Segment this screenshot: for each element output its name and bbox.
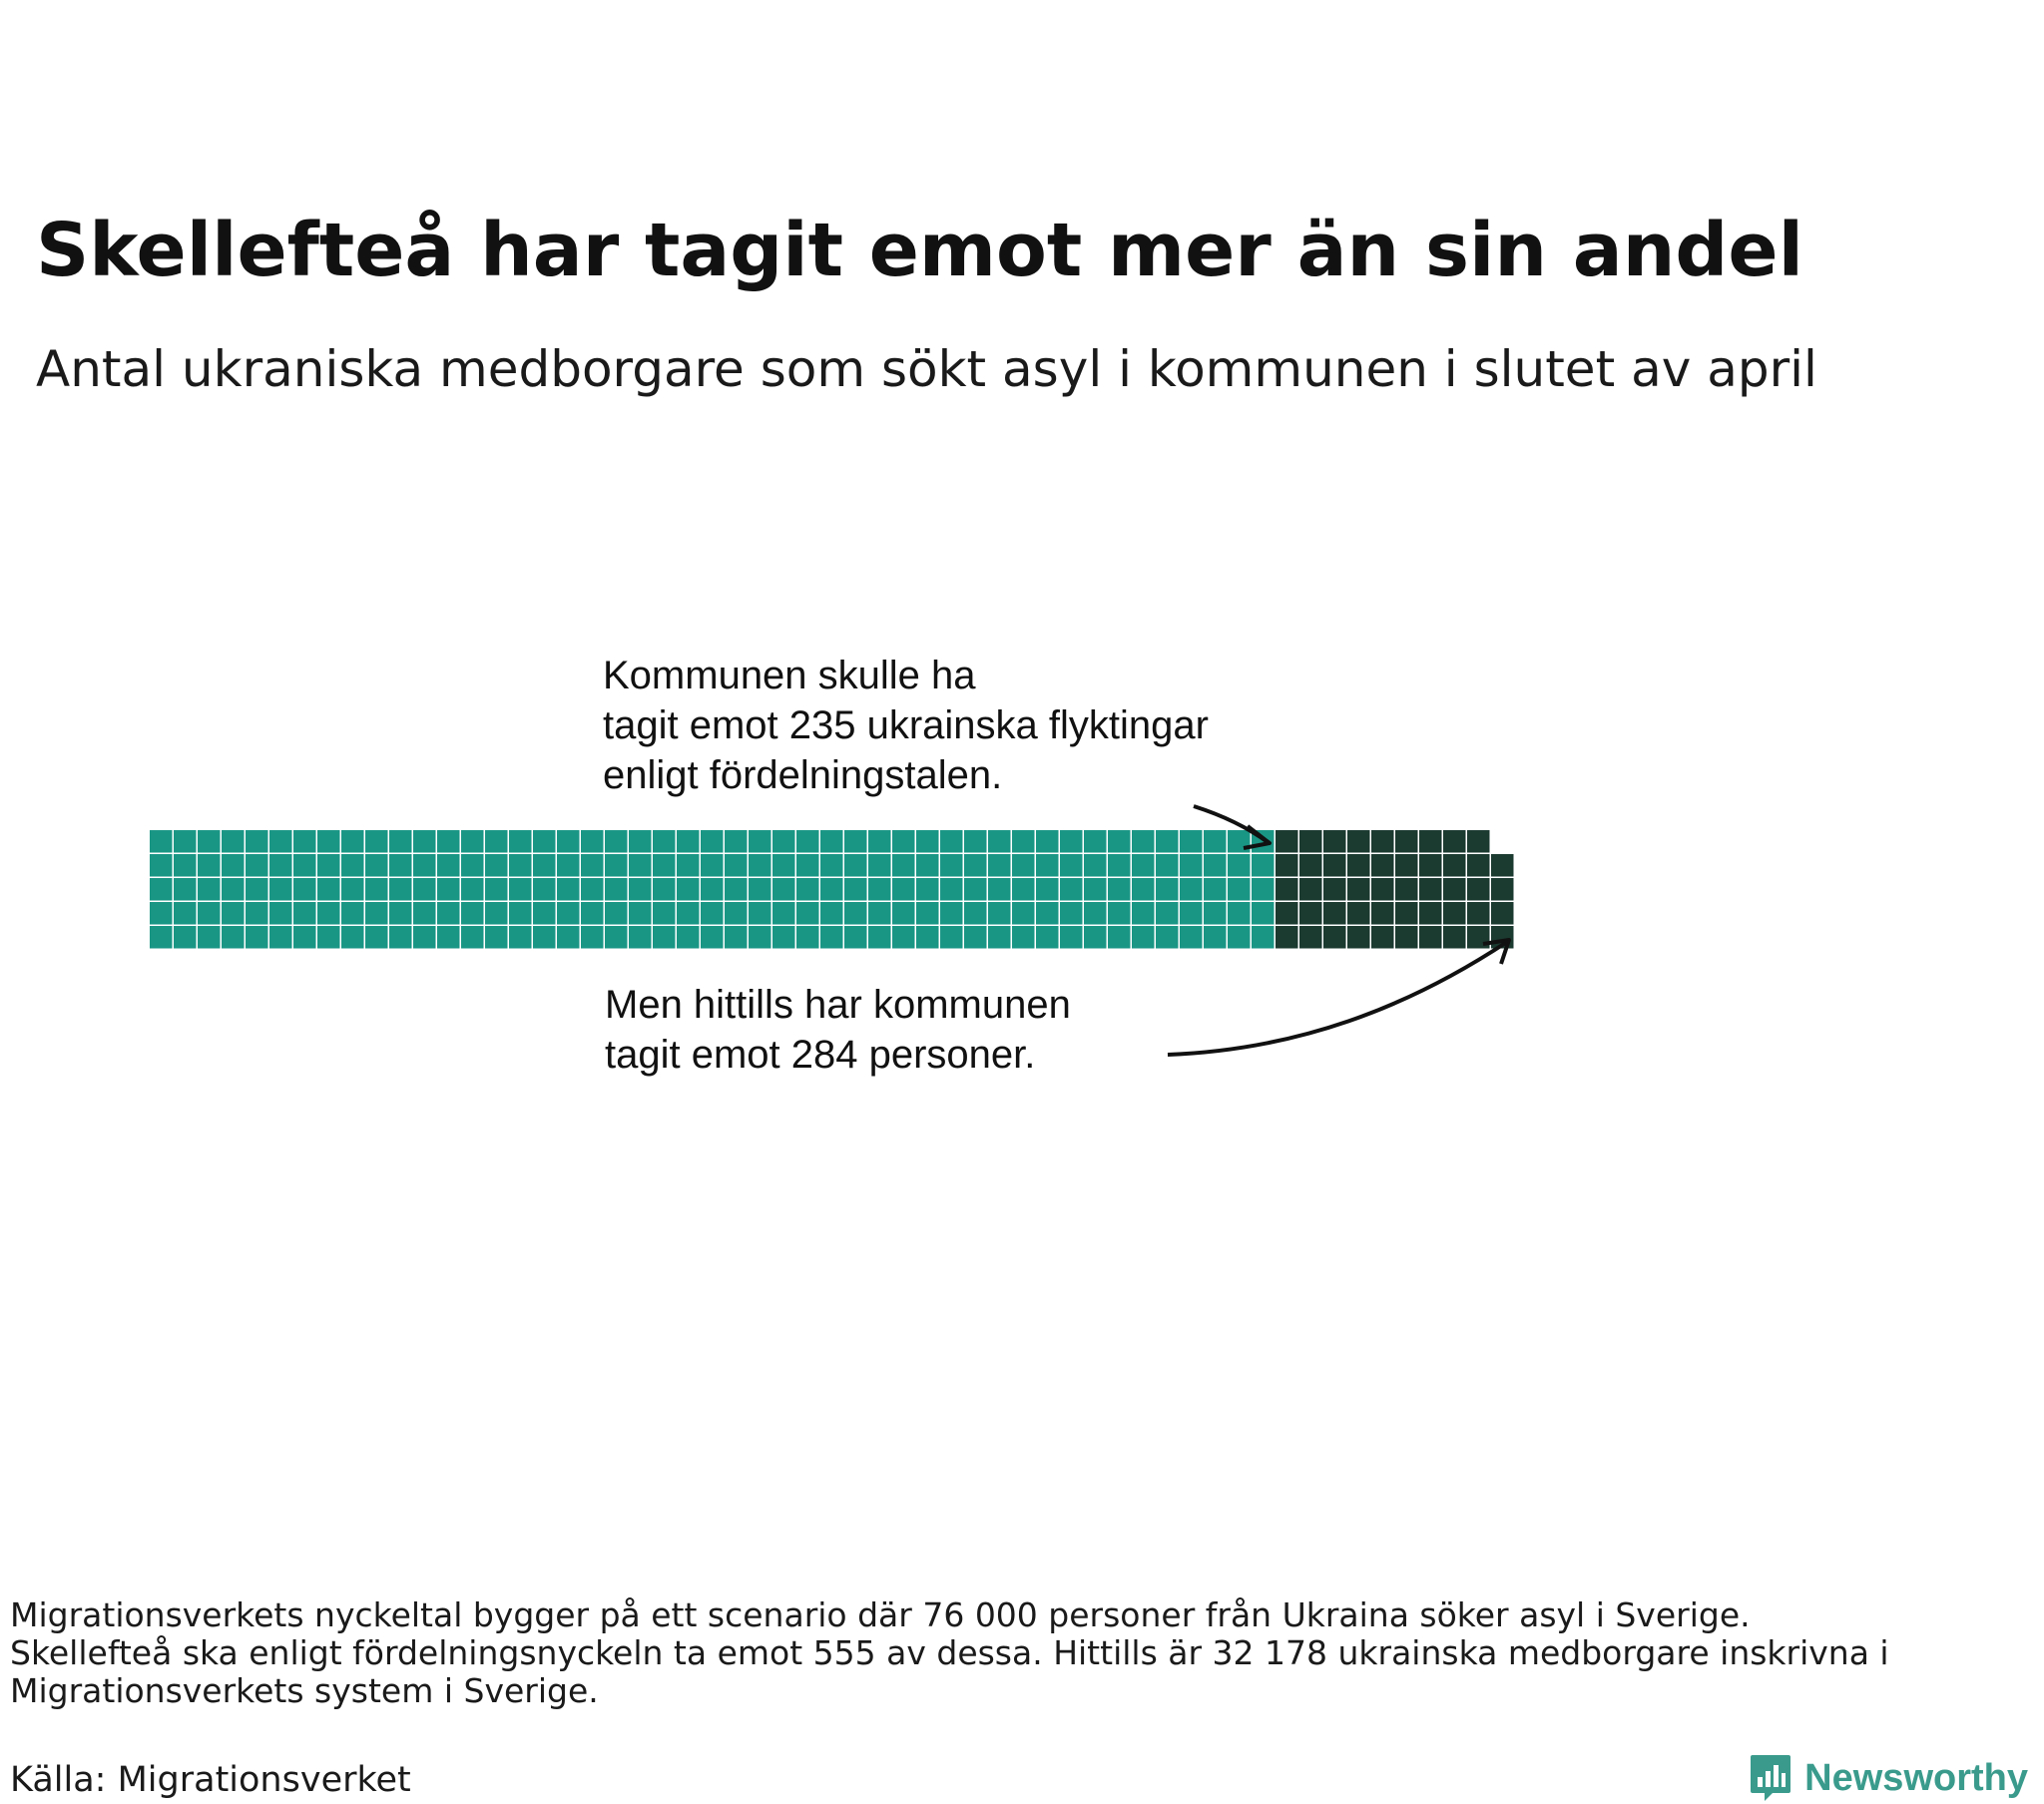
waffle-cell-expected	[150, 926, 173, 949]
waffle-cell-expected	[1204, 878, 1227, 901]
waffle-cell-expected	[174, 902, 197, 925]
annotation-expected-line-2: tagit emot 235 ukrainska flyktingar	[603, 703, 1209, 747]
waffle-cell-expected	[1060, 830, 1083, 853]
waffle-cell-expected	[892, 902, 915, 925]
waffle-cell-expected	[341, 878, 364, 901]
waffle-cell-expected	[198, 830, 221, 853]
waffle-cell-extra	[1347, 830, 1370, 853]
waffle-cell-expected	[605, 878, 628, 901]
waffle-cell-expected	[940, 854, 963, 877]
waffle-cell-extra	[1443, 878, 1466, 901]
waffle-cell-expected	[1180, 878, 1203, 901]
waffle-cell-expected	[1084, 830, 1107, 853]
waffle-cell-expected	[461, 830, 484, 853]
waffle-cell-expected	[749, 854, 771, 877]
waffle-cell-expected	[1132, 854, 1155, 877]
waffle-cell-expected	[844, 854, 867, 877]
waffle-cell-extra	[1443, 854, 1466, 877]
waffle-cell-expected	[1156, 878, 1179, 901]
waffle-cell-expected	[725, 878, 748, 901]
brand-name: Newsworthy	[1804, 1756, 2028, 1799]
waffle-cell-expected	[1180, 902, 1203, 925]
waffle-cell-expected	[413, 878, 436, 901]
waffle-cell-expected	[1108, 878, 1131, 901]
waffle-cell-expected	[581, 926, 604, 949]
waffle-cell-extra	[1395, 830, 1418, 853]
waffle-cell-expected	[1156, 902, 1179, 925]
waffle-cell-extra	[1299, 902, 1322, 925]
waffle-cell-extra	[1276, 878, 1298, 901]
waffle-cell-extra	[1371, 926, 1394, 949]
waffle-cell-extra	[1395, 854, 1418, 877]
waffle-cell-expected	[198, 926, 221, 949]
waffle-cell-expected	[629, 902, 652, 925]
waffle-cell-expected	[437, 902, 460, 925]
waffle-cell-expected	[1252, 854, 1275, 877]
waffle-cell-expected	[222, 830, 245, 853]
waffle-cell-expected	[317, 902, 340, 925]
waffle-cell-expected	[892, 878, 915, 901]
waffle-cell-expected	[1036, 878, 1059, 901]
waffle-cell-extra	[1323, 878, 1346, 901]
annotation-expected-line-1: Kommunen skulle ha	[603, 654, 976, 697]
waffle-cell-expected	[1228, 926, 1251, 949]
waffle-cell-expected	[557, 926, 580, 949]
waffle-cell-expected	[868, 854, 891, 877]
waffle-cell-expected	[677, 878, 700, 901]
waffle-cell-expected	[772, 902, 795, 925]
waffle-cell-extra	[1467, 878, 1490, 901]
waffle-cell-expected	[533, 902, 556, 925]
waffle-cell-expected	[533, 926, 556, 949]
waffle-cell-expected	[796, 926, 819, 949]
waffle-cell-expected	[222, 926, 245, 949]
waffle-cell-extra	[1347, 878, 1370, 901]
waffle-cell-extra	[1443, 830, 1466, 853]
waffle-cell-expected	[198, 878, 221, 901]
waffle-cell-expected	[509, 878, 532, 901]
waffle-cell-expected	[557, 902, 580, 925]
waffle-cell-extra	[1443, 926, 1466, 949]
waffle-cell-extra	[1467, 830, 1490, 853]
waffle-cell-expected	[677, 902, 700, 925]
waffle-cell-extra	[1299, 878, 1322, 901]
waffle-cell-expected	[725, 830, 748, 853]
waffle-cell-expected	[725, 902, 748, 925]
waffle-cell-expected	[796, 902, 819, 925]
waffle-cell-expected	[1108, 926, 1131, 949]
waffle-cell-extra	[1371, 830, 1394, 853]
waffle-cell-expected	[198, 902, 221, 925]
waffle-cell-expected	[749, 902, 771, 925]
waffle-cell-expected	[269, 926, 292, 949]
waffle-cell-extra	[1395, 902, 1418, 925]
waffle-cell-expected	[1228, 878, 1251, 901]
waffle-cell-expected	[509, 902, 532, 925]
waffle-cell-expected	[844, 830, 867, 853]
waffle-cell-expected	[1180, 830, 1203, 853]
waffle-cell-expected	[1156, 926, 1179, 949]
waffle-cell-expected	[293, 854, 316, 877]
waffle-cell-expected	[533, 854, 556, 877]
waffle-cell-expected	[222, 878, 245, 901]
waffle-cell-expected	[246, 878, 268, 901]
waffle-cell-expected	[317, 926, 340, 949]
waffle-cell-expected	[389, 830, 412, 853]
waffle-cell-expected	[246, 854, 268, 877]
waffle-cell-expected	[1132, 878, 1155, 901]
waffle-cell-expected	[892, 830, 915, 853]
waffle-cell-expected	[437, 926, 460, 949]
waffle-cell-extra	[1299, 926, 1322, 949]
waffle-cell-extra	[1323, 902, 1346, 925]
waffle-cell-expected	[1084, 902, 1107, 925]
waffle-cell-expected	[1012, 878, 1035, 901]
waffle-cell-expected	[701, 902, 724, 925]
waffle-cell-expected	[485, 878, 508, 901]
waffle-cell-expected	[1036, 830, 1059, 853]
waffle-cell-expected	[1204, 854, 1227, 877]
waffle-cell-expected	[174, 878, 197, 901]
waffle-cell-expected	[772, 830, 795, 853]
waffle-cell-expected	[1228, 902, 1251, 925]
waffle-cell-expected	[964, 830, 987, 853]
waffle-cell-expected	[317, 854, 340, 877]
waffle-cell-expected	[150, 830, 173, 853]
waffle-cell-expected	[222, 854, 245, 877]
waffle-cell-expected	[796, 878, 819, 901]
waffle-cell-expected	[509, 926, 532, 949]
waffle-cell-expected	[940, 830, 963, 853]
waffle-cell-expected	[892, 926, 915, 949]
waffle-cell-expected	[150, 878, 173, 901]
brand-logo	[1749, 1752, 2028, 1804]
waffle-cell-extra	[1467, 854, 1490, 877]
chart-subtitle: Antal ukraniska medborgare som sökt asyl i kommunen i slutet av april	[36, 340, 1817, 398]
waffle-cell-expected	[1204, 830, 1227, 853]
waffle-cell-expected	[485, 830, 508, 853]
waffle-cell-expected	[1132, 830, 1155, 853]
waffle-cell-expected	[246, 926, 268, 949]
waffle-cell-expected	[1108, 854, 1131, 877]
waffle-cell-expected	[1036, 854, 1059, 877]
waffle-cell-expected	[1012, 902, 1035, 925]
waffle-cell-expected	[725, 926, 748, 949]
waffle-cell-expected	[1036, 902, 1059, 925]
chart-title: Skellefteå har tagit emot mer än sin andel	[36, 208, 1803, 293]
waffle-cell-extra	[1419, 902, 1442, 925]
source-credit: Källa: Migrationsverket	[10, 1760, 411, 1800]
waffle-cell-expected	[317, 878, 340, 901]
waffle-cell-expected	[1108, 830, 1131, 853]
waffle-cell-expected	[150, 902, 173, 925]
annotation-actual	[605, 983, 1082, 1077]
waffle-cell-expected	[581, 878, 604, 901]
waffle-cell-expected	[1180, 854, 1203, 877]
waffle-cell-expected	[772, 878, 795, 901]
waffle-cell-extra	[1276, 830, 1298, 853]
waffle-cell-expected	[269, 878, 292, 901]
waffle-cell-expected	[437, 854, 460, 877]
waffle-cell-expected	[1132, 902, 1155, 925]
waffle-cell-expected	[1204, 902, 1227, 925]
waffle-cell-expected	[749, 830, 771, 853]
waffle-cell-expected	[509, 830, 532, 853]
waffle-cell-expected	[1228, 854, 1251, 877]
waffle-cell-extra	[1347, 854, 1370, 877]
waffle-cell-expected	[964, 878, 987, 901]
waffle-cell-expected	[796, 830, 819, 853]
waffle-cell-expected	[629, 878, 652, 901]
waffle-cell-expected	[796, 854, 819, 877]
waffle-cell-expected	[629, 830, 652, 853]
waffle-cell-extra	[1276, 854, 1298, 877]
waffle-cell-expected	[269, 854, 292, 877]
waffle-cell-expected	[964, 854, 987, 877]
waffle-cell-expected	[820, 878, 843, 901]
waffle-cell-expected	[988, 854, 1011, 877]
waffle-cell-extra	[1371, 902, 1394, 925]
waffle-cell-expected	[1204, 926, 1227, 949]
waffle-cell-expected	[365, 878, 388, 901]
waffle-cell-expected	[916, 902, 939, 925]
waffle-cell-expected	[988, 878, 1011, 901]
waffle-cell-expected	[293, 926, 316, 949]
waffle-cell-expected	[509, 854, 532, 877]
waffle-cell-expected	[365, 854, 388, 877]
waffle-cell-expected	[1156, 854, 1179, 877]
waffle-cell-expected	[653, 830, 676, 853]
waffle-cell-expected	[389, 878, 412, 901]
waffle-cell-expected	[389, 902, 412, 925]
annotation-expected-line-3: enligt fördelningstalen.	[603, 753, 1003, 797]
waffle-cell-expected	[413, 902, 436, 925]
waffle-cell-expected	[269, 830, 292, 853]
waffle-cell-expected	[964, 926, 987, 949]
waffle-cell-expected	[820, 902, 843, 925]
waffle-cell-expected	[389, 926, 412, 949]
waffle-cell-expected	[1084, 878, 1107, 901]
waffle-cell-expected	[868, 830, 891, 853]
waffle-cell-expected	[1012, 926, 1035, 949]
waffle-cell-expected	[437, 830, 460, 853]
annotation-actual-line-1: Men hittills har kommunen	[605, 983, 1071, 1027]
waffle-cell-extra	[1299, 830, 1322, 853]
waffle-cell-extra	[1419, 878, 1442, 901]
waffle-cell-expected	[198, 854, 221, 877]
waffle-cell-expected	[246, 902, 268, 925]
waffle-cell-expected	[533, 878, 556, 901]
waffle-cell-expected	[533, 830, 556, 853]
waffle-cell-extra	[1347, 926, 1370, 949]
waffle-cell-expected	[772, 854, 795, 877]
waffle-cell-extra	[1323, 926, 1346, 949]
waffle-cell-expected	[749, 878, 771, 901]
waffle-cell-expected	[461, 902, 484, 925]
waffle-cell-extra	[1323, 830, 1346, 853]
waffle-cell-extra	[1276, 926, 1298, 949]
waffle-cell-expected	[605, 926, 628, 949]
waffle-cell-extra	[1419, 830, 1442, 853]
waffle-cell-expected	[1036, 926, 1059, 949]
waffle-cell-expected	[940, 902, 963, 925]
waffle-cell-expected	[844, 878, 867, 901]
waffle-cell-expected	[293, 902, 316, 925]
waffle-cell-expected	[1012, 830, 1035, 853]
waffle-cell-expected	[341, 830, 364, 853]
waffle-cell-expected	[293, 830, 316, 853]
waffle-cell-expected	[1252, 902, 1275, 925]
waffle-cell-expected	[1012, 854, 1035, 877]
waffle-cell-extra	[1395, 926, 1418, 949]
waffle-cell-expected	[1084, 854, 1107, 877]
waffle-cell-expected	[485, 902, 508, 925]
waffle-cell-expected	[581, 902, 604, 925]
annotation-actual-line-2: tagit emot 284 personer.	[605, 1033, 1036, 1077]
waffle-cell-extra	[1299, 854, 1322, 877]
waffle-cell-expected	[629, 854, 652, 877]
waffle-cell-expected	[317, 830, 340, 853]
waffle-cell-expected	[365, 902, 388, 925]
waffle-cell-expected	[293, 878, 316, 901]
waffle-cell-expected	[988, 902, 1011, 925]
waffle-cell-expected	[916, 926, 939, 949]
waffle-cell-expected	[892, 854, 915, 877]
waffle-cell-extra	[1347, 902, 1370, 925]
waffle-cell-expected	[557, 878, 580, 901]
waffle-cell-expected	[581, 854, 604, 877]
waffle-cell-expected	[174, 854, 197, 877]
waffle-cell-extra	[1323, 854, 1346, 877]
waffle-cell-expected	[413, 926, 436, 949]
waffle-cell-expected	[653, 878, 676, 901]
waffle-cell-expected	[365, 926, 388, 949]
waffle-cell-expected	[868, 878, 891, 901]
waffle-cell-extra	[1491, 854, 1514, 877]
waffle-cell-expected	[677, 830, 700, 853]
waffle-cell-expected	[341, 902, 364, 925]
waffle-cell-extra	[1395, 878, 1418, 901]
waffle-cell-expected	[725, 854, 748, 877]
waffle-cell-expected	[222, 902, 245, 925]
waffle-cell-expected	[1252, 878, 1275, 901]
waffle-cell-extra	[1467, 902, 1490, 925]
waffle-cell-expected	[653, 854, 676, 877]
waffle-cell-expected	[150, 854, 173, 877]
waffle-cell-expected	[916, 830, 939, 853]
waffle-cell-expected	[1252, 926, 1275, 949]
waffle-cell-expected	[485, 926, 508, 949]
waffle-cell-expected	[820, 854, 843, 877]
waffle-cell-expected	[988, 830, 1011, 853]
waffle-cell-expected	[581, 830, 604, 853]
waffle-cell-extra	[1371, 878, 1394, 901]
waffle-cell-expected	[341, 854, 364, 877]
waffle-cell-expected	[389, 854, 412, 877]
waffle-cell-expected	[246, 830, 268, 853]
waffle-cell-expected	[940, 878, 963, 901]
waffle-cell-expected	[1060, 878, 1083, 901]
footnote	[10, 1596, 2026, 1710]
waffle-cell-expected	[605, 854, 628, 877]
waffle-cell-expected	[365, 830, 388, 853]
waffle-cell-expected	[653, 926, 676, 949]
waffle-cell-expected	[1060, 902, 1083, 925]
waffle-cells	[150, 830, 1514, 949]
waffle-cell-expected	[485, 854, 508, 877]
waffle-cell-expected	[916, 878, 939, 901]
waffle-cell-expected	[868, 926, 891, 949]
waffle-cell-expected	[1108, 902, 1131, 925]
waffle-cell-expected	[461, 854, 484, 877]
waffle-cell-expected	[629, 926, 652, 949]
waffle-cell-expected	[437, 878, 460, 901]
waffle-cell-expected	[269, 902, 292, 925]
waffle-cell-expected	[940, 926, 963, 949]
waffle-cell-expected	[557, 854, 580, 877]
waffle-cell-expected	[701, 878, 724, 901]
waffle-cell-expected	[1060, 854, 1083, 877]
waffle-cell-extra	[1491, 878, 1514, 901]
waffle-cell-expected	[916, 854, 939, 877]
footnote-line-2: Skellefteå ska enligt fördelningsnyckeln ta emot 555 av dessa. Hittills är 32 178 ukrainska medborgare inskrivna i	[10, 1633, 1889, 1672]
waffle-cell-expected	[1156, 830, 1179, 853]
waffle-cell-expected	[174, 926, 197, 949]
waffle-cell-expected	[605, 902, 628, 925]
waffle-cell-expected	[677, 854, 700, 877]
waffle-cell-expected	[772, 926, 795, 949]
waffle-cell-extra	[1371, 854, 1394, 877]
waffle-cell-expected	[413, 830, 436, 853]
waffle-cell-expected	[605, 830, 628, 853]
waffle-cell-expected	[413, 854, 436, 877]
waffle-cell-expected	[844, 902, 867, 925]
waffle-cell-extra	[1419, 926, 1442, 949]
waffle-cell-expected	[701, 926, 724, 949]
waffle-cell-extra	[1491, 902, 1514, 925]
footnote-line-3: Migrationsverkets system i Sverige.	[10, 1671, 599, 1710]
waffle-cell-expected	[844, 926, 867, 949]
waffle-cell-expected	[341, 926, 364, 949]
waffle-cell-expected	[461, 926, 484, 949]
arrow-actual	[1168, 942, 1507, 1055]
waffle-cell-expected	[677, 926, 700, 949]
waffle-cell-expected	[964, 902, 987, 925]
footnote-line-1: Migrationsverkets nyckeltal bygger på ett scenario där 76 000 personer från Ukraina söker asyl i Sverige.	[10, 1595, 1751, 1634]
annotation-expected	[603, 654, 1220, 797]
waffle-cell-expected	[749, 926, 771, 949]
waffle-cell-expected	[701, 854, 724, 877]
waffle-cell-expected	[461, 878, 484, 901]
waffle-cell-expected	[557, 830, 580, 853]
waffle-cell-expected	[1084, 926, 1107, 949]
waffle-cell-expected	[1180, 926, 1203, 949]
waffle-cell-expected	[820, 926, 843, 949]
waffle-cell-expected	[988, 926, 1011, 949]
waffle-cell-extra	[1276, 902, 1298, 925]
waffle-cell-extra	[1443, 902, 1466, 925]
waffle-cell-expected	[1060, 926, 1083, 949]
waffle-cell-expected	[1132, 926, 1155, 949]
waffle-cell-expected	[701, 830, 724, 853]
waffle-cell-expected	[868, 902, 891, 925]
waffle-cell-expected	[174, 830, 197, 853]
waffle-cell-expected	[820, 830, 843, 853]
waffle-cell-expected	[653, 902, 676, 925]
waffle-cell-extra	[1419, 854, 1442, 877]
